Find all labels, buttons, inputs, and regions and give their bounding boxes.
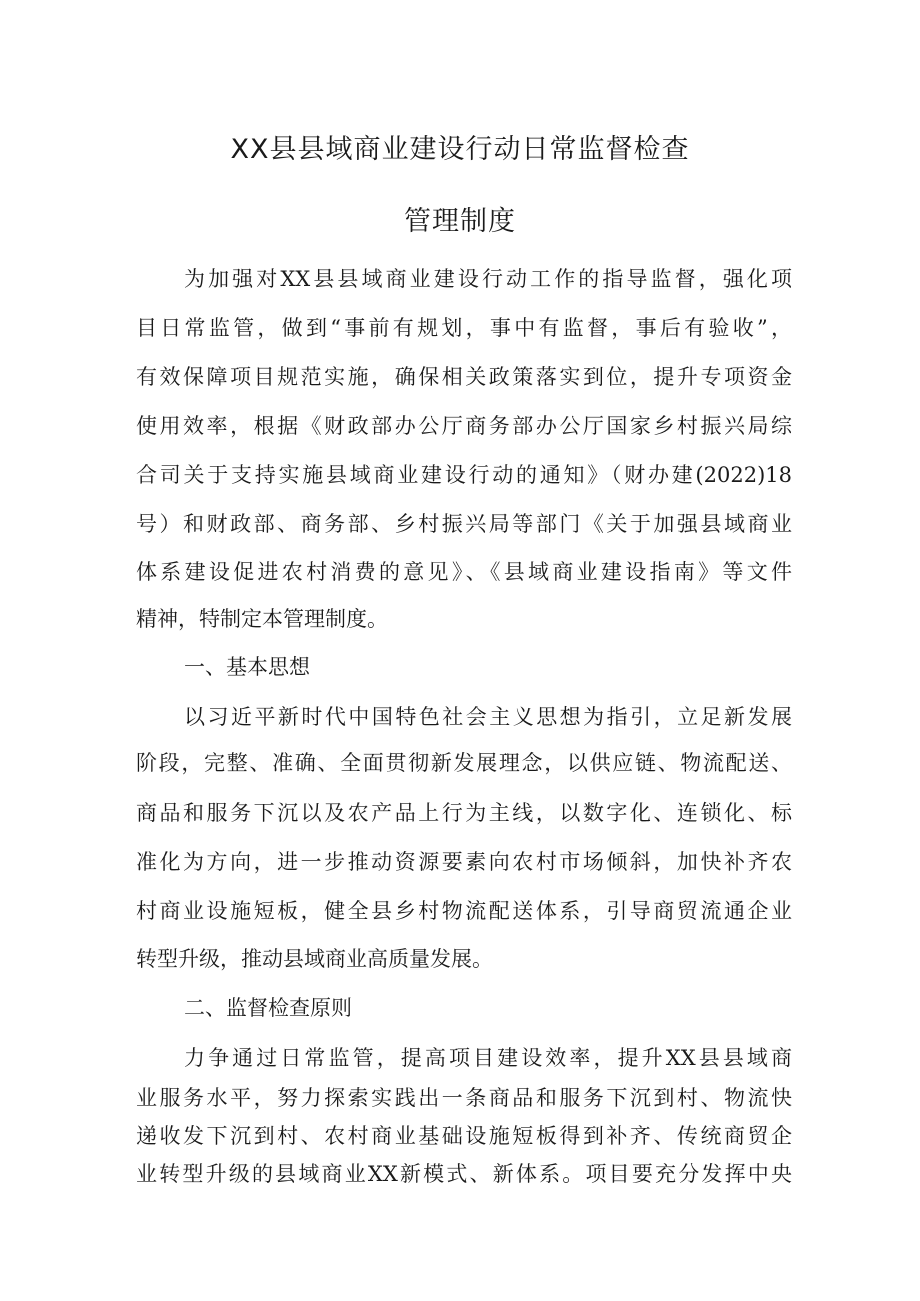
document-title-line-2: 管理制度 [404,206,516,237]
section-heading-basic-idea: 一、基本思想 [184,655,310,679]
section1-line: 准化为方向，进一步推动资源要素向农村市场倾斜，加快补齐农 [136,850,792,874]
section2-line: 业转型升级的县域商业XX新模式、新体系。项目要充分发挥中央 [136,1162,792,1186]
section-heading-inspection-principles: 二、监督检查原则 [184,996,352,1020]
document-title-line-1: XX县县域商业建设行动日常监督检查 [230,134,690,165]
intro-line: 为加强对XX县县域商业建设行动工作的指导监督，强化项 [184,267,792,291]
section2-line: 业服务水平，努力探索实践出一条商品和服务下沉到村、物流快 [136,1086,792,1110]
intro-line: 目日常监管，做到“事前有规划，事中有监督，事后有验收”， [136,316,792,340]
section1-line: 以习近平新时代中国特色社会主义思想为指引，立足新发展 [184,705,792,729]
section1-line: 村商业设施短板，健全县乡村物流配送体系，引导商贸流通企业 [136,899,792,923]
intro-line: 合司关于支持实施县域商业建设行动的通知》（财办建(2022)18 [136,463,792,487]
intro-line: 体系建设促进农村消费的意见》、《县域商业建设指南》等文件 [136,560,792,584]
intro-line: 精神，特制定本管理制度。 [136,607,388,631]
section1-line: 商品和服务下沉以及农产品上行为主线，以数字化、连锁化、标 [136,801,792,825]
section2-line: 力争通过日常监管，提高项目建设效率，提升XX县县域商 [184,1046,792,1070]
intro-line: 号）和财政部、商务部、乡村振兴局等部门《关于加强县域商业 [136,512,792,536]
section2-line: 递收发下沉到村、农村商业基础设施短板得到补齐、传统商贸企 [136,1124,792,1148]
intro-line: 使用效率，根据《财政部办公厅商务部办公厅国家乡村振兴局综 [136,414,792,438]
section1-line: 转型升级，推动县域商业高质量发展。 [136,947,493,971]
intro-line: 有效保障项目规范实施，确保相关政策落实到位，提升专项资金 [136,365,792,389]
section1-line: 阶段，完整、准确、全面贯彻新发展理念，以供应链、物流配送、 [136,751,792,775]
